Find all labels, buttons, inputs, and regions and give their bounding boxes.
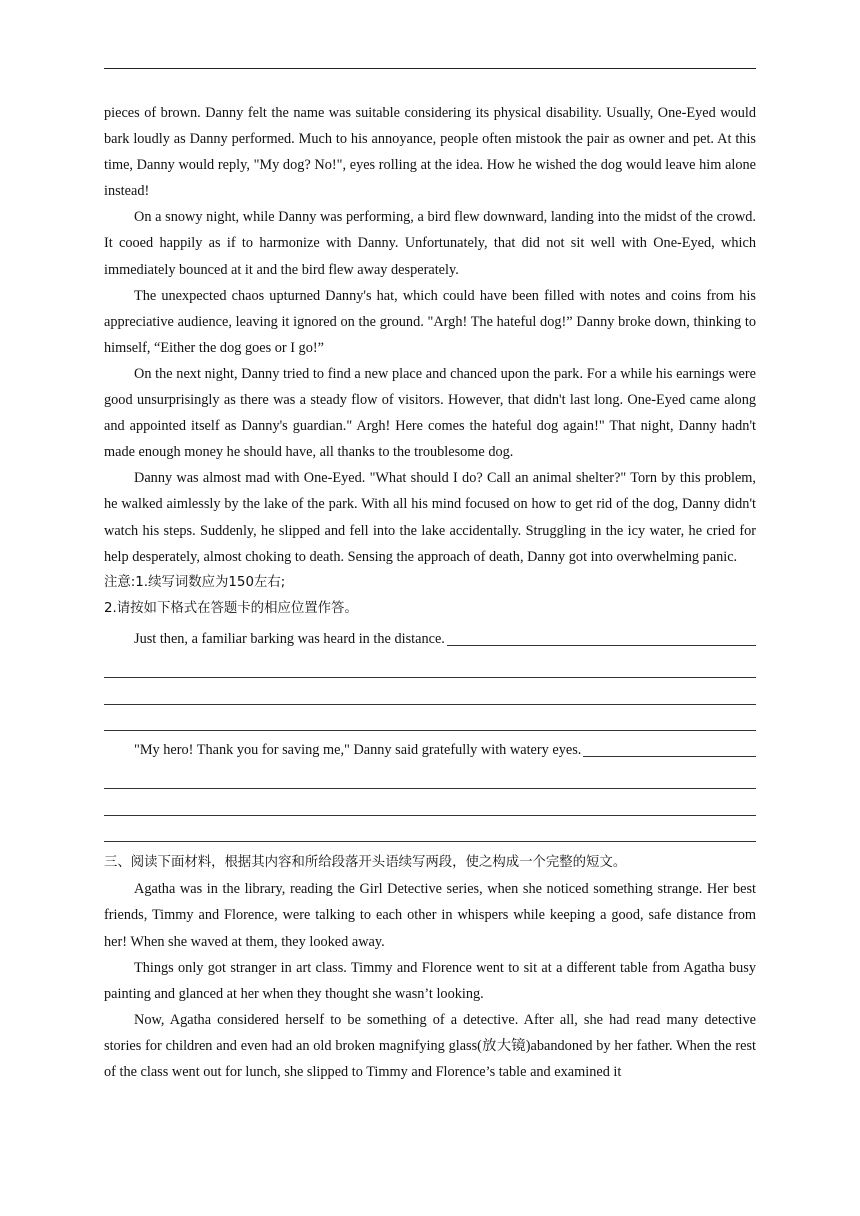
starter-2-text: "My hero! Thank you for saving me," Danny said gratefully with watery eyes. — [134, 741, 582, 758]
note-word-count: 注意:1.续写词数应为150左右; — [104, 574, 286, 590]
answer-line — [104, 678, 756, 704]
answer-line — [104, 652, 756, 678]
story-paragraph-3: The unexpected chaos upturned Danny's hat, which could have been filled with notes and coins from his appreciative audience, leaving it ignored on the ground. "Argh! The hateful dog!” Danny broke down, thinking to himself, “Either the dog goes or I go!” — [104, 287, 756, 356]
header-rule — [104, 68, 756, 69]
section-3-heading: 三、阅读下面材料，根据其内容和所给段落开头语续写两段，使之构成一个完整的短文。 — [104, 855, 627, 871]
story-paragraph-2: On a snowy night, while Danny was performing, a bird flew downward, landing into the midst of the crowd. It cooed happily as if to harmonize with Danny. Unfortunately, that did not sit well with One-Eyed, which immediately bounced at it and the bird flew away desperately. — [104, 209, 756, 278]
answer-line — [104, 816, 756, 842]
answer-line — [104, 789, 756, 815]
story-paragraph-1: pieces of brown. Danny felt the name was suitable considering its physical disability. Usually, One-Eyed would bark loudly as Danny performed. Much to his annoyance, people often mistook the pair as owner and pet. At this time, Danny would reply, "My dog? No!", eyes rolling at the idea. How he wished the dog would leave him alone instead! — [104, 105, 756, 200]
note-answer-format: 2.请按如下格式在答题卡的相应位置作答。 — [104, 600, 358, 616]
continuation-starter-2 — [104, 737, 756, 763]
section-3-paragraph-1: Agatha was in the library, reading the Girl Detective series, when she noticed something strange. Her best friends, Timmy and Florence, were talking to each other in whispers while keeping a good, safe distance from her! When she waved at them, they looked away. — [104, 881, 756, 950]
section-3-paragraph-2: Things only got stranger in art class. Timmy and Florence went to sit at a different table from Agatha busy painting and glanced at her when they thought she wasn’t looking. — [104, 959, 756, 1002]
document-body — [104, 100, 756, 1085]
story-paragraph-4: On the next night, Danny tried to find a new place and chanced upon the park. For a while his earnings were good unsurprisingly as there was a steady flow of visitors. However, that didn't last long. One-Eyed came along and appointed itself as Danny's guardian." Argh! Here comes the hateful dog again!" That night, Danny hadn't made enough money he should have, all thanks to the troublesome dog. — [104, 365, 756, 461]
answer-line — [104, 705, 756, 731]
story-paragraph-5: Danny was almost mad with One-Eyed. "What should I do? Call an animal shelter?" Torn by this problem, he walked aimlessly by the lake of the park. With all his mind focused on how to get rid of the dog, Danny didn't watch his steps. Suddenly, he slipped and fell into the lake accidentally. Struggling in the icy water, he cried for help desperately, almost choking to death. Sensing the approach of death, Danny got into overwhelming panic. — [104, 470, 756, 565]
answer-blank — [583, 756, 756, 757]
answer-line — [104, 763, 756, 789]
starter-1-text: Just then, a familiar barking was heard in the distance. — [134, 630, 445, 647]
section-3-paragraph-3: Now, Agatha considered herself to be something of a detective. After all, she had read many detective stories for children and even had an old broken magnifying glass(放大镜)abandoned by her father. When the rest of the class went out for lunch, she slipped to Timmy and Florence’s table and examined it — [104, 1011, 756, 1080]
answer-blank — [447, 645, 756, 646]
continuation-starter-1 — [104, 626, 756, 652]
